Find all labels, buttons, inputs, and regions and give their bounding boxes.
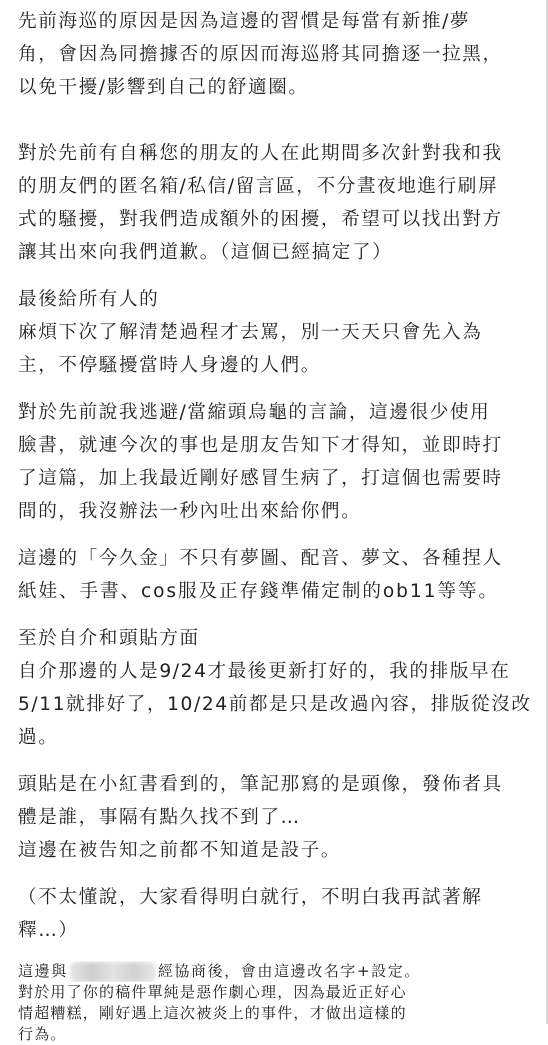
text-line: 情超糟糕，剛好遇上這次被炎上的事件，才做出這樣的 <box>18 1004 407 1022</box>
text-line: （不太懂說，大家看得明白就行，不明白我再試著解 <box>18 887 483 908</box>
text-line: 臉書，就連今次的事也是朋友告知下才得知，並即時打 <box>18 435 503 456</box>
text-line: 先前海巡的原因是因為這邊的習慣是每當有新推/夢 <box>18 11 471 32</box>
text-line: 至於自介和頭貼方面 <box>18 628 200 649</box>
text-line: 了這篇，加上我最近剛好感冒生病了，打這個也需要時 <box>18 468 503 489</box>
text-line: 體是誰，事隔有點久找不到了… <box>18 807 301 828</box>
text-line: 過。 <box>18 727 59 748</box>
text-line: 紙娃、手書、cos服及正存錢準備定制的ob11等等。 <box>18 581 499 602</box>
text-segment: 經協商後，會由這邊改名字+設定。 <box>157 962 421 980</box>
text-line-with-redaction <box>18 961 534 982</box>
text-line: 行為。 <box>18 1025 67 1043</box>
text-line: 讓其出來向我們道歉。（這個已經搞定了） <box>18 242 393 263</box>
text-line: 間的，我沒辦法一秒內吐出來給你們。 <box>18 501 362 522</box>
text-line: 最後給所有人的 <box>18 289 160 310</box>
text-line: 的朋友們的匿名箱/私信/留言區，不分晝夜地進行刷屏 <box>18 176 499 197</box>
text-line: 釋…） <box>18 920 79 941</box>
redacted-name-blur <box>70 962 156 982</box>
text-line: 5/11就排好了，10/24前都是只是改過內容，排版從沒改 <box>18 694 532 715</box>
text-line: 對於先前有自稱您的朋友的人在此期間多次針對我和我 <box>18 143 503 164</box>
text-line: 這邊的「今久金」不只有夢圖、配音、夢文、各種捏人 <box>18 548 503 569</box>
text-line: 以免干擾/影響到自己的舒適圈。 <box>18 77 309 98</box>
text-line: 角，會因為同擔據否的原因而海巡將其同擔逐一拉黑， <box>18 44 503 65</box>
text-segment: 這邊與 <box>18 962 68 980</box>
text-line: 頭貼是在小紅書看到的，筆記那寫的是頭像，發佈者具 <box>18 774 503 795</box>
text-line: 自介那邊的人是9/24才最後更新打好的，我的排版早在 <box>18 661 511 682</box>
text-line: 這邊在被告知之前都不知道是設子。 <box>18 840 342 861</box>
text-line: 對於先前說我逃避/當縮頭烏龜的言論，這邊很少使用 <box>18 402 491 423</box>
text-line: 主，不停騷擾當時人身邊的人們。 <box>18 355 321 376</box>
text-line: 式的騷擾，對我們造成額外的困擾，希望可以找出對方 <box>18 209 503 230</box>
text-line: 對於用了你的稿件單純是惡作劇心理，因為最近正好心 <box>18 983 407 1001</box>
text-line: 麻煩下次了解清楚過程才去罵，別一天天只會先入為 <box>18 322 483 343</box>
